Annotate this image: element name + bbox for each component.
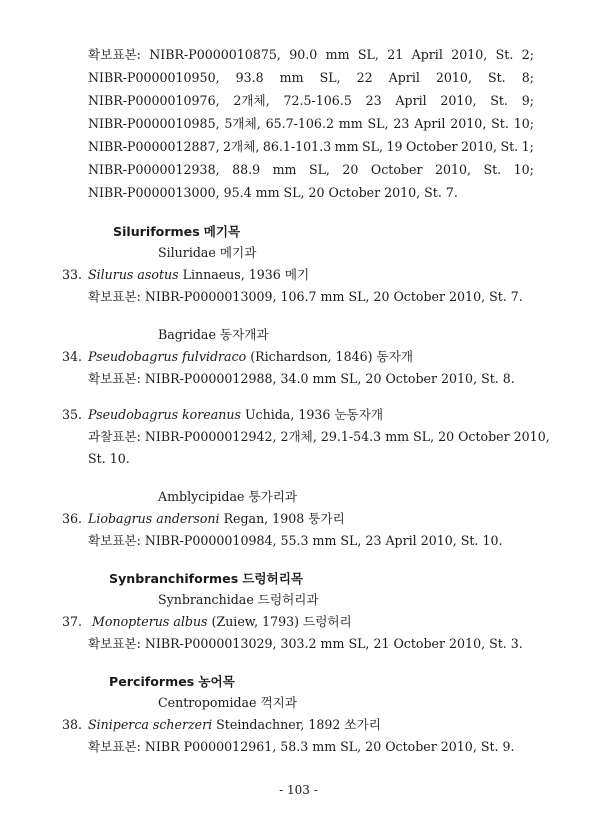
specimen-token: 65.7-106.2	[265, 116, 334, 131]
species-number: 37.	[62, 614, 83, 629]
specimen-token: April	[395, 93, 427, 108]
specimen-token: St.	[483, 162, 502, 177]
specimen-token: April	[414, 116, 446, 131]
specimen-token: NIBR-P0000010976,	[88, 93, 220, 108]
species-author: (Richardson, 1846) 동자개	[250, 349, 414, 364]
species-number: 35.	[62, 407, 83, 422]
specimen-token: 2개체,	[223, 139, 260, 154]
specimen-token: April	[388, 70, 420, 85]
specimen-token: mm	[279, 70, 304, 85]
specimen-token: 90.0	[289, 47, 318, 62]
specimen-token: mm	[325, 47, 350, 62]
page-number: - 103 -	[279, 783, 318, 797]
specimen-token: 93.8	[235, 70, 264, 85]
scientific-name: Silurus asotus	[88, 267, 179, 282]
species-37	[62, 612, 352, 632]
specimen-token: mm	[272, 162, 297, 177]
specimen-token: St.	[490, 93, 508, 108]
specimen-token: 23	[365, 93, 382, 108]
specimen-token: 72.5-106.5	[283, 93, 352, 108]
specimen-line-2	[88, 68, 534, 88]
specimen-line-1	[88, 45, 534, 65]
specimens-36: 확보표본: NIBR-P0000010984, 55.3 mm SL, 23 April 2010, St. 10.	[88, 533, 503, 548]
specimen-token: SL,	[367, 116, 389, 131]
specimen-line-7: NIBR-P0000013000, 95.4 mm SL, 20 October 2010, St. 7.	[88, 185, 458, 200]
specimen-token: 5개체,	[224, 116, 261, 131]
specimen-token: October	[405, 139, 458, 154]
specimen-token: NIBR-P0000010950,	[88, 70, 220, 85]
specimen-token: April	[411, 47, 443, 62]
order-heading-perciformes	[109, 672, 235, 692]
specimen-token: St.	[491, 116, 509, 131]
specimen-line-5	[88, 137, 534, 157]
species-35	[62, 405, 383, 425]
family-amblycipidae: Amblycipidae 퉁가리과	[158, 489, 298, 504]
species-number: 36.	[62, 511, 83, 526]
order-latin: Synbranchiformes	[109, 571, 239, 586]
specimen-token: 22	[356, 70, 373, 85]
order-heading-siluriformes	[113, 222, 240, 242]
species-34	[62, 347, 413, 367]
species-38	[62, 715, 381, 735]
species-33	[62, 265, 309, 285]
specimens-33: 확보표본: NIBR-P0000013009, 106.7 mm SL, 20 October 2010, St. 7.	[88, 289, 523, 304]
species-author: Regan, 1908 퉁가리	[223, 511, 345, 526]
specimen-token: 1;	[521, 139, 534, 154]
specimen-token: NIBR-P0000012938,	[88, 162, 220, 177]
specimens-35-line-1: 과찰표본: NIBR-P0000012942, 2개체, 29.1-54.3 mm SL, 20 October 2010,	[88, 429, 550, 444]
specimen-token: 23	[393, 116, 410, 131]
family-synbranchidae: Synbranchidae 드렁허리과	[158, 592, 319, 607]
specimen-token: 2010,	[435, 70, 472, 85]
species-author: Steindachner, 1892 쏘가리	[212, 717, 381, 732]
specimen-token: St.	[500, 139, 519, 154]
specimen-token: 2개체,	[233, 93, 270, 108]
specimen-token: NIBR-P0000010875,	[149, 47, 281, 62]
family-bagridae: Bagridae 동자개과	[158, 327, 269, 342]
specimen-token: 20	[342, 162, 359, 177]
species-author: Linnaeus, 1936 메기	[182, 267, 310, 282]
order-heading-synbranchiformes	[109, 569, 303, 589]
specimen-token: 19	[386, 139, 403, 154]
scientific-name: Monopterus albus	[92, 614, 208, 629]
specimen-token: 10;	[513, 116, 534, 131]
specimen-token: 9;	[521, 93, 534, 108]
family-centropomidae: Centropomidae 꺽지과	[158, 695, 297, 710]
specimen-token: St.	[495, 47, 514, 62]
scientific-name: Siniperca scherzeri	[88, 717, 213, 732]
specimen-token: SL,	[308, 162, 330, 177]
specimen-token: 2010,	[450, 116, 487, 131]
specimen-token: 2010,	[434, 162, 471, 177]
specimen-token: 2;	[521, 47, 534, 62]
family-siluridae: Siluridae 메기과	[158, 245, 257, 260]
species-number: 38.	[62, 717, 83, 732]
specimen-token: mm	[338, 116, 363, 131]
specimens-38: 확보표본: NIBR P0000012961, 58.3 mm SL, 20 October 2010, St. 9.	[88, 739, 515, 754]
specimen-line-4	[88, 114, 534, 134]
specimen-token: NIBR-P0000012887,	[88, 139, 220, 154]
specimen-line-6	[88, 160, 534, 180]
order-latin: Siluriformes	[113, 224, 200, 239]
species-author: (Zuiew, 1793) 드렁허리	[211, 614, 352, 629]
specimen-token: mm	[334, 139, 359, 154]
specimen-token: NIBR-P0000010985,	[88, 116, 220, 131]
specimen-token: 21	[387, 47, 404, 62]
specimens-35-line-2: St. 10.	[88, 451, 130, 466]
specimen-token: 2010,	[451, 47, 488, 62]
order-korean: 드렁허리목	[242, 571, 304, 586]
species-number: 33.	[62, 267, 83, 282]
scientific-name: Pseudobagrus koreanus	[88, 407, 241, 422]
scientific-name: Liobagrus andersoni	[88, 511, 220, 526]
order-korean: 농어목	[198, 674, 235, 689]
specimen-token: 88.9	[232, 162, 261, 177]
specimen-token: 확보표본:	[88, 47, 141, 62]
specimen-token: 8;	[521, 70, 534, 85]
order-korean: 메기목	[203, 224, 241, 239]
specimen-token: 2010,	[460, 139, 498, 154]
specimen-token: October	[370, 162, 423, 177]
specimens-34: 확보표본: NIBR-P0000012988, 34.0 mm SL, 20 October 2010, St. 8.	[88, 371, 515, 386]
specimen-token: SL,	[362, 139, 384, 154]
specimen-token: 86.1-101.3	[262, 139, 332, 154]
specimens-37: 확보표본: NIBR-P0000013029, 303.2 mm SL, 21 October 2010, St. 3.	[88, 636, 523, 651]
specimen-token: 2010,	[440, 93, 477, 108]
species-36	[62, 509, 345, 529]
scientific-name: Pseudobagrus fulvidraco	[88, 349, 247, 364]
specimen-token: 10;	[513, 162, 534, 177]
species-author: Uchida, 1936 눈동자개	[244, 407, 384, 422]
order-latin: Perciformes	[109, 674, 195, 689]
specimen-token: SL,	[357, 47, 379, 62]
species-number: 34.	[62, 349, 83, 364]
specimen-token: St.	[487, 70, 506, 85]
specimen-token: SL,	[319, 70, 341, 85]
specimen-line-3	[88, 91, 534, 111]
